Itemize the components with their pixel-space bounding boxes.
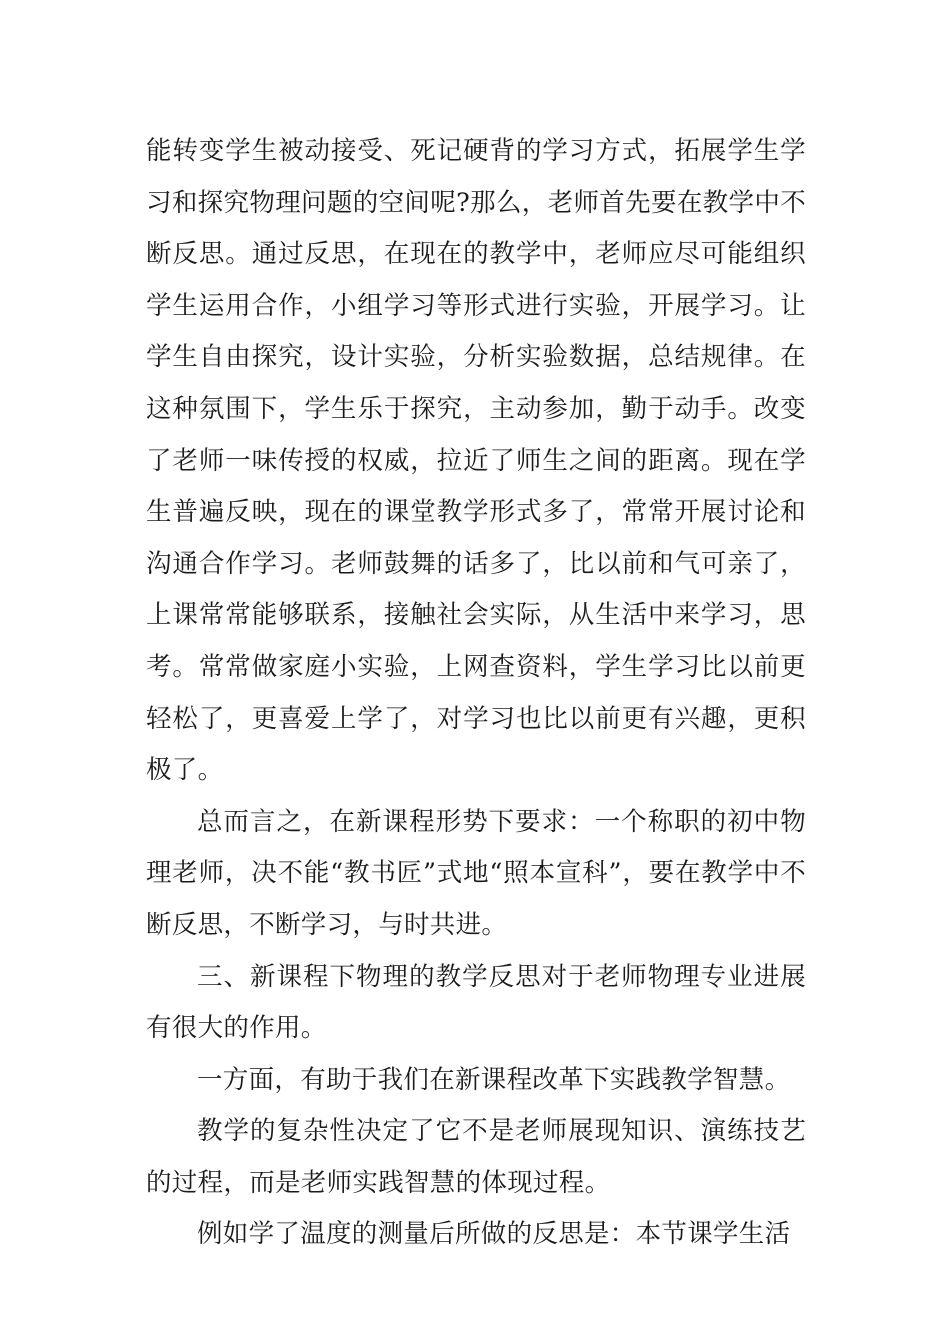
paragraph-6: 例如学了温度的测量后所做的反思是：本节课学生活	[197, 1219, 791, 1250]
paragraph-1: 能转变学生被动接受、死记硬背的学习方式，拓展学生学习和探究物理问题的空间呢?那么，老师首先要在教学中不断反思。通过反思，在现在的教学中，老师应尽可能组织学生运用合作，小组学习等形式进行实验，开展学习。让学生自由探究，设计实验，分析实验数据，总结规律。在这种氛围下，学生乐于探究，主动参加，勤于动手。改变了老师一味传授的权威，拉近了师生之间的距离。现在学生普遍反映，现在的课堂教学形式多了，常常开展讨论和沟通合作学习。老师鼓舞的话多了，比以前和气可亲了，上课常常能够联系，接触社会实际，从生活中来学习，思考。常常做家庭小实验，上网查资料，学生学习比以前更轻松了，更喜爱上学了，对学习也比以前更有兴趣，更积极了。	[146, 136, 806, 786]
paragraph-2: 总而言之，在新课程形势下要求：一个称职的初中物理老师，决不能“教书匠”式地“照本宣科”，要在教学中不断反思，不断学习，与时共进。	[146, 806, 806, 940]
paragraph-4: 一方面，有助于我们在新课程改革下实践教学智慧。	[197, 1064, 791, 1095]
paragraph-3: 三、新课程下物理的教学反思对于老师物理专业进展有很大的作用。	[146, 961, 806, 1044]
document-body	[146, 126, 806, 1261]
paragraph-5: 教学的复杂性决定了它不是老师展现知识、演练技艺的过程，而是老师实践智慧的体现过程。	[146, 1116, 806, 1198]
